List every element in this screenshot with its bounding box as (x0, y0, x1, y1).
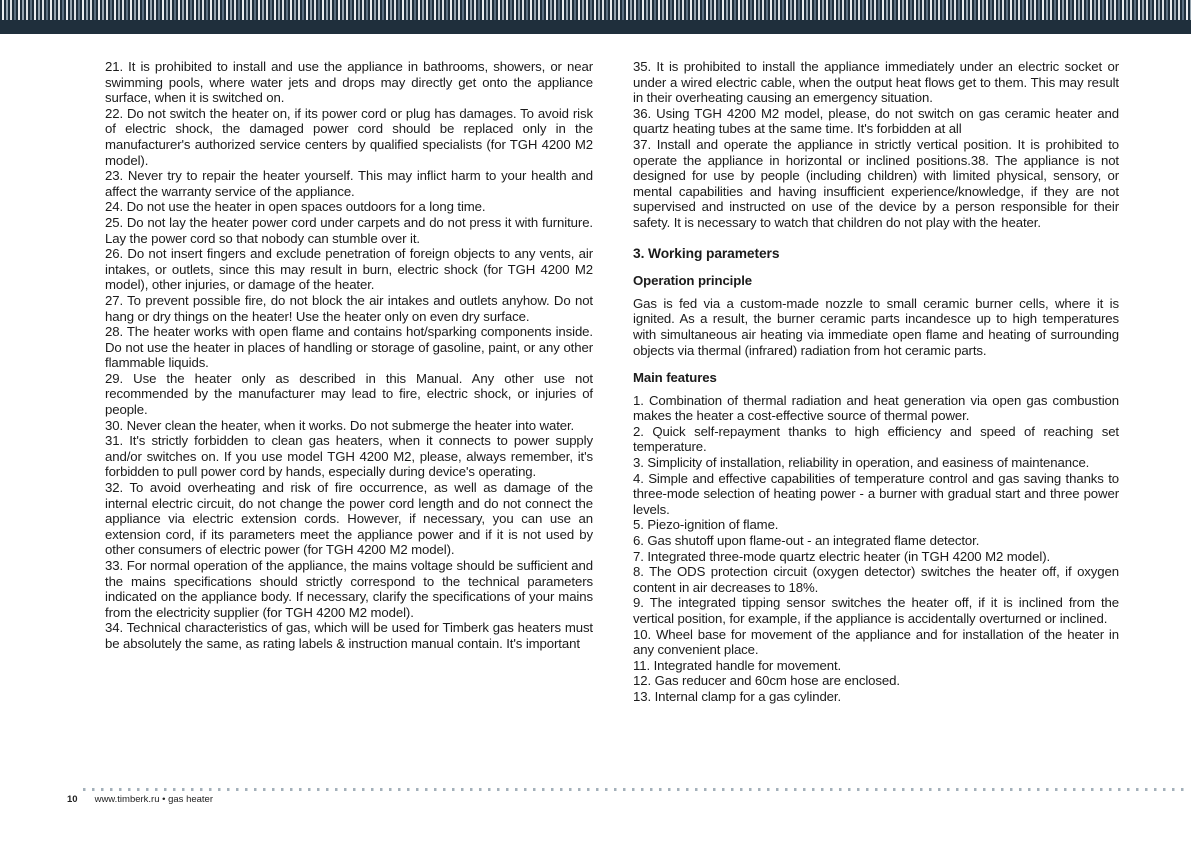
safety-item-29: 29. Use the heater only as described in this Manual. Any other use not recommended by the manufacturer may lead to fire, electric shock, or injuries of people. (105, 370, 593, 418)
safety-item-24: 24. Do not use the heater in open spaces outdoors for a long time. (105, 199, 486, 215)
safety-item-36: 36. Using TGH 4200 M2 model, please, do not switch on gas ceramic heater and quartz heating tubes at the same time. It's forbidden at all (633, 105, 1119, 137)
operation-principle-paragraph: Gas is fed via a custom-made nozzle to small ceramic burner cells, where it is ignited. As a result, the burner ceramic parts incandesce up to high temperatures with simultaneous air heating via immediate open flame and heating of surrounding objects via thermal (infrared) radiation from hot ceramic parts. (633, 295, 1119, 358)
footer-site-label: www.timberk.ru • gas heater (94, 794, 214, 805)
main-features-heading: Main features (633, 370, 717, 386)
feature-item-1: 1. Combination of thermal radiation and heat generation via open gas combustion makes the heater a cost-effective source of thermal power. (633, 392, 1119, 424)
manual-page-body (0, 34, 1191, 705)
feature-item-11: 11. Integrated handle for movement. (633, 657, 842, 673)
feature-item-9: 9. The integrated tipping sensor switches the heater off, if it is inclined from the vertical position, for example, if the appliance is accidentally overturned or inclined. (633, 595, 1119, 626)
safety-item-37-38: 37. Install and operate the appliance in strictly vertical position. It is prohibited to operate the appliance in horizontal or inclined positions.38. The appliance is not designed for use by people (including children) with limited physical, sensory, or mental capabilities and having insufficient experience/knowledge, if they are not supervised and instructed on use of the device by a person responsible for their safety. It is necessary to watch that children do not play with the heater. (633, 136, 1119, 230)
working-parameters-heading: 3. Working parameters (633, 245, 780, 261)
safety-item-33: 33. For normal operation of the appliance, the mains voltage should be sufficient and the mains specifications should strictly correspond to the technical parameters indicated on the appliance body. If necessary, clarify the specifications of your mains from the electricity supplier (for TGH 4200 M2 model). (105, 558, 593, 620)
feature-item-6: 6. Gas shutoff upon flame-out - an integrated flame detector. (633, 533, 980, 549)
feature-item-8: 8. The ODS protection circuit (oxygen detector) switches the heater off, if oxygen content in air decreases to 18%. (633, 564, 1119, 595)
feature-item-4: 4. Simple and effective capabilities of temperature control and gas saving thanks to three-mode selection of heating power - a burner with gradual start and three power levels. (633, 470, 1119, 517)
feature-item-12: 12. Gas reducer and 60cm hose are enclosed. (633, 673, 900, 689)
feature-item-13: 13. Internal clamp for a gas cylinder. (633, 688, 842, 704)
safety-item-28: 28. The heater works with open flame and contains hot/sparking components inside. Do not use the heater in places of handling or storage of gasoline, paint, or any other flammable liquids. (105, 324, 593, 371)
safety-item-25: 25. Do not lay the heater power cord under carpets and do not press it with furniture. Lay the power cord so that nobody can stumble over it. (105, 214, 593, 246)
feature-item-7: 7. Integrated three-mode quartz electric heater (in TGH 4200 M2 model). (633, 548, 1051, 564)
header-stripe-band (0, 0, 1191, 20)
feature-item-10: 10. Wheel base for movement of the appliance and for installation of the heater in any convenient place. (633, 626, 1119, 658)
footer-dotted-divider (83, 788, 1185, 791)
safety-item-31: 31. It's strictly forbidden to clean gas heaters, when it connects to power supply and/or switches on. If you use model TGH 4200 M2, please, always remember, it's forbidden to pull power cord by hands, especially during device's operating. (105, 433, 593, 480)
page-number: 10 (67, 794, 78, 805)
safety-item-26: 26. Do not insert fingers and exclude penetration of foreign objects to any vents, air intakes, or outlets, since this may result in burn, electric shock (for TGH 4200 M2 model), other injuries, or damage of the heater. (105, 246, 593, 293)
safety-item-30: 30. Never clean the heater, when it works. Do not submerge the heater into water. (105, 417, 575, 433)
operation-principle-heading: Operation principle (633, 273, 753, 289)
feature-item-3: 3. Simplicity of installation, reliability in operation, and easiness of maintenance. (633, 455, 1090, 471)
safety-item-32: 32. To avoid overheating and risk of fire occurrence, as well as damage of the internal electric circuit, do not change the power cord length and do not connect the appliance via electric extension cords. However, if necessary, you can use an extension cord, if its parameters meet the appliance power and if it is not used by other consumers of electric power (for TGH 4200 M2 model). (105, 480, 593, 558)
right-column (633, 59, 1119, 705)
safety-item-22: 22. Do not switch the heater on, if its power cord or plug has damages. To avoid risk of electric shock, the damaged power cord should be replaced only in the manufacturer's authorized service centers by qualified specialists (for TGH 4200 M2 model). (105, 105, 593, 168)
safety-item-27: 27. To prevent possible fire, do not block the air intakes and outlets anyhow. Do not hang or dry things on the heater! Use the heater only on even dry surface. (105, 292, 593, 324)
feature-item-5: 5. Piezo-ignition of flame. (633, 517, 779, 533)
safety-item-35: 35. It is prohibited to install the appliance immediately under an electric socket or under a wired electric cable, when the output heat flows get to them. This may result in their overheating causing an emergency situation. (633, 59, 1119, 106)
safety-item-23: 23. Never try to repair the heater yourself. This may inflict harm to your health and affect the warranty service of the appliance. (105, 168, 593, 199)
safety-item-21: 21. It is prohibited to install and use the appliance in bathrooms, showers, or near swimming pools, where water jets and drops may directly get onto the appliance surface, when it is switched on. (105, 59, 593, 106)
header-solid-band (0, 20, 1191, 34)
safety-item-34: 34. Technical characteristics of gas, which will be used for Timberk gas heaters must be absolutely the same, as rating labels & instruction manual contain. It's important (105, 620, 593, 651)
feature-item-2: 2. Quick self-repayment thanks to high efficiency and speed of reaching set temperature. (633, 423, 1119, 455)
page-footer (67, 794, 213, 805)
left-column (105, 59, 593, 705)
